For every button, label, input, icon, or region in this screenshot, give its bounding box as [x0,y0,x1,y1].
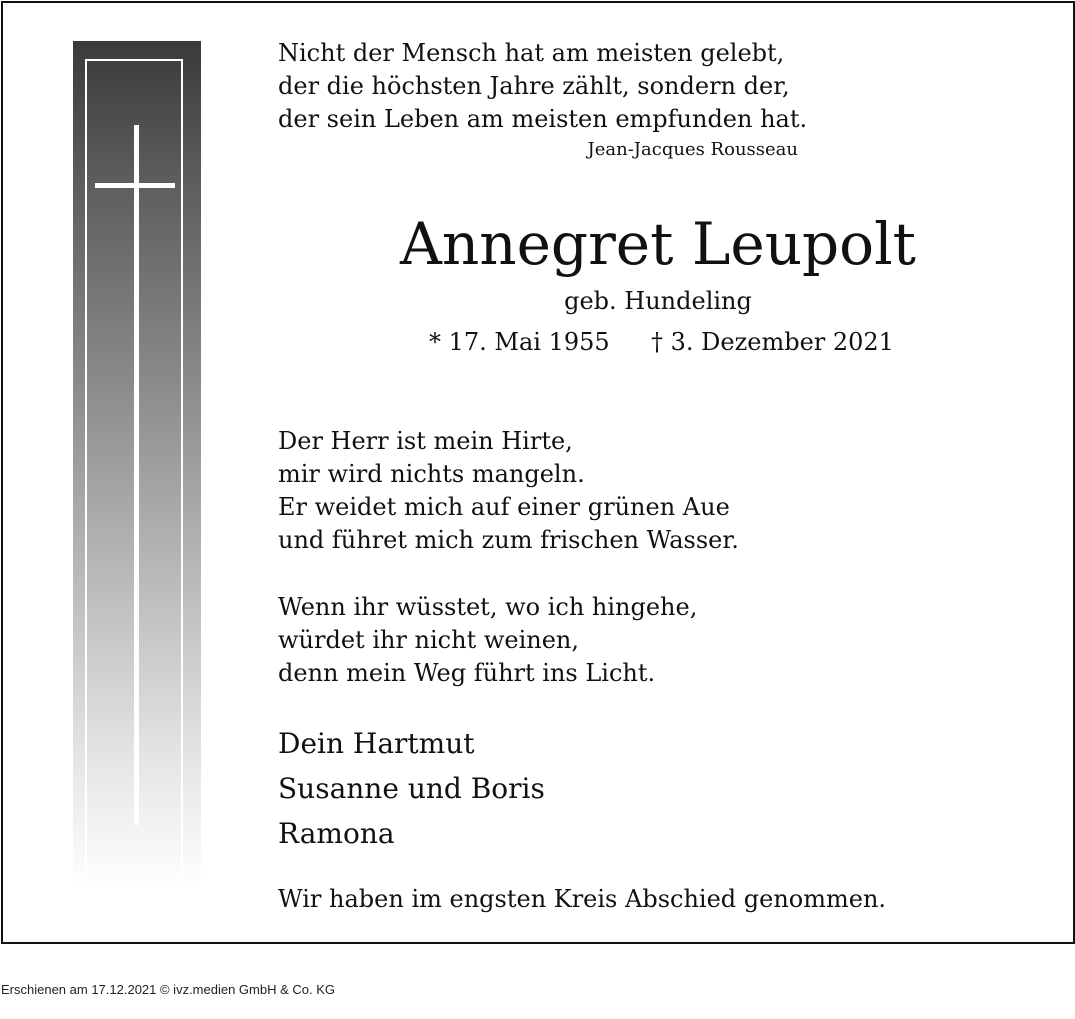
mourners-list [278,721,545,856]
motto-line: Nicht der Mensch hat am meisten gelebt, [278,39,785,67]
verse-line: Er weidet mich auf einer grünen Aue [278,493,730,521]
verse-line: Der Herr ist mein Hirte, [278,427,573,455]
farewell-verse [278,591,838,690]
motto-quote [278,37,838,136]
farewell-note: Wir haben im engsten Kreis Abschied genommen. [278,885,887,913]
cross-icon-bar [95,183,175,188]
birth-name: geb. Hundeling [564,287,752,315]
motto-author: Jean-Jacques Rousseau [587,139,798,160]
verse-line: mir wird nichts mangeln. [278,460,585,488]
motto-line: der sein Leben am meisten empfunden hat. [278,105,808,133]
verse-line: Wenn ihr wüsstet, wo ich hingehe, [278,593,698,621]
verse-line: denn mein Weg führt ins Licht. [278,659,656,687]
decorative-band [73,41,201,891]
obituary-notice [1,1,1075,944]
birth-date: * 17. Mai 1955 [429,328,610,356]
cross-icon [134,125,139,825]
verse-line: würdet ihr nicht weinen, [278,626,580,654]
psalm-verse [278,425,838,557]
mourner-name: Dein Hartmut [278,727,475,760]
motto-line: der die höchsten Jahre zählt, sondern der, [278,72,790,100]
deceased-name: Annegret Leupolt [400,210,916,278]
mourner-name: Susanne und Boris [278,772,545,805]
mourner-name: Ramona [278,817,395,850]
publication-credit: Erschienen am 17.12.2021 © ivz.medien GmbH & Co. KG [1,982,336,997]
verse-line: und führet mich zum frischen Wasser. [278,526,739,554]
death-date: † 3. Dezember 2021 [651,328,894,356]
